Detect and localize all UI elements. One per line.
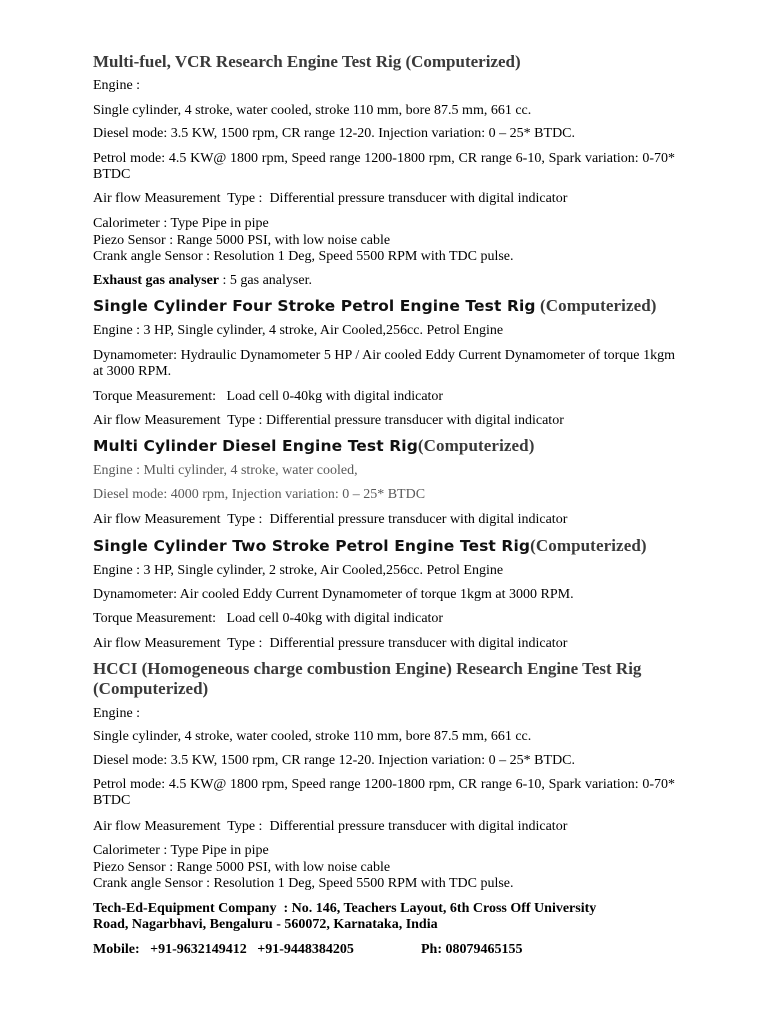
- petrol2-dynamometer: Dynamometer: Air cooled Eddy Current Dynamometer of torque 1kgm at 3000 RPM.: [93, 587, 574, 602]
- hcci-calorimeter: Calorimeter : Type Pipe in pipe: [93, 843, 269, 858]
- company-address-line2: Road, Nagarbhavi, Bengaluru - 560072, Karnataka, India: [93, 917, 438, 932]
- contact-phone: Ph: 08079465155: [421, 942, 523, 957]
- petrol2-engine: Engine : 3 HP, Single cylinder, 2 stroke, Air Cooled,256cc. Petrol Engine: [93, 563, 504, 578]
- multi-title-text: Multi Cylinder Diesel Engine Test Rig: [93, 437, 418, 455]
- petrol2-title-suffix: (Computerized): [530, 536, 647, 555]
- petrol2-title-text: Single Cylinder Two Stroke Petrol Engine Test Rig: [93, 537, 531, 555]
- multi-airflow: Air flow Measurement Type : Differential pressure transducer with digital indicator: [93, 512, 568, 527]
- multi-title: [93, 436, 535, 456]
- vcr-engine-spec: Single cylinder, 4 stroke, water cooled, stroke 110 mm, bore 87.5 mm, 661 cc.: [93, 103, 532, 118]
- company-address-line1: Tech-Ed-Equipment Company : No. 146, Teachers Layout, 6th Cross Off University: [93, 901, 597, 916]
- multi-diesel-mode: Diesel mode: 4000 rpm, Injection variation: 0 – 25* BTDC: [93, 487, 426, 502]
- hcci-title: HCCI (Homogeneous charge combustion Engine) Research Engine Test Rig (Computerized): [93, 659, 642, 698]
- vcr-piezo: Piezo Sensor : Range 5000 PSI, with low noise cable: [93, 233, 391, 248]
- petrol4-title: [93, 296, 657, 316]
- vcr-title: Multi-fuel, VCR Research Engine Test Rig (Computerized): [93, 52, 521, 71]
- hcci-diesel-mode: Diesel mode: 3.5 KW, 1500 rpm, CR range 12-20. Injection variation: 0 – 25* BTDC.: [93, 753, 576, 768]
- vcr-crank: Crank angle Sensor : Resolution 1 Deg, Speed 5500 RPM with TDC pulse.: [93, 249, 514, 264]
- petrol2-torque: Torque Measurement: Load cell 0-40kg with digital indicator: [93, 611, 444, 626]
- vcr-engine-label: Engine :: [93, 78, 141, 93]
- hcci-crank: Crank angle Sensor : Resolution 1 Deg, Speed 5500 RPM with TDC pulse.: [93, 876, 514, 891]
- petrol4-engine: Engine : 3 HP, Single cylinder, 4 stroke, Air Cooled,256cc. Petrol Engine: [93, 323, 504, 338]
- vcr-exhaust-value: : 5 gas analyser.: [219, 273, 312, 288]
- vcr-airflow: Air flow Measurement Type : Differential pressure transducer with digital indicator: [93, 191, 568, 206]
- petrol2-airflow: Air flow Measurement Type : Differential pressure transducer with digital indicator: [93, 636, 568, 651]
- multi-title-suffix: (Computerized): [417, 436, 535, 455]
- petrol2-title: [93, 536, 647, 556]
- multi-engine: Engine : Multi cylinder, 4 stroke, water cooled,: [93, 463, 358, 478]
- contact-mobile: Mobile: +91-9632149412 +91-9448384205: [93, 942, 354, 957]
- vcr-diesel-mode: Diesel mode: 3.5 KW, 1500 rpm, CR range 12-20. Injection variation: 0 – 25* BTDC.: [93, 126, 576, 141]
- hcci-engine-spec: Single cylinder, 4 stroke, water cooled, stroke 110 mm, bore 87.5 mm, 661 cc.: [93, 729, 532, 744]
- petrol4-dynamometer: Dynamometer: Hydraulic Dynamometer 5 HP / Air cooled Eddy Current Dynamometer of torque 1kgm at 3000 RPM.: [93, 348, 675, 379]
- hcci-engine-label: Engine :: [93, 706, 141, 721]
- hcci-petrol-mode: Petrol mode: 4.5 KW@ 1800 rpm, Speed range 1200-1800 rpm, CR range 6-10, Spark variation: 0-70* BTDC: [93, 777, 675, 808]
- vcr-petrol-mode: Petrol mode: 4.5 KW@ 1800 rpm, Speed range 1200-1800 rpm, CR range 6-10, Spark variation: 0-70* BTDC: [93, 151, 675, 182]
- vcr-exhaust-label: Exhaust gas analyser: [93, 273, 220, 288]
- petrol4-torque: Torque Measurement: Load cell 0-40kg with digital indicator: [93, 389, 444, 404]
- petrol4-title-text: Single Cylinder Four Stroke Petrol Engine Test Rig: [93, 297, 536, 315]
- hcci-airflow: Air flow Measurement Type : Differential pressure transducer with digital indicator: [93, 819, 568, 834]
- vcr-exhaust: [93, 273, 312, 289]
- petrol4-title-suffix: (Computerized): [535, 296, 657, 315]
- vcr-calorimeter: Calorimeter : Type Pipe in pipe: [93, 216, 269, 231]
- hcci-piezo: Piezo Sensor : Range 5000 PSI, with low noise cable: [93, 860, 391, 875]
- petrol4-airflow: Air flow Measurement Type : Differential pressure transducer with digital indicator: [93, 413, 564, 428]
